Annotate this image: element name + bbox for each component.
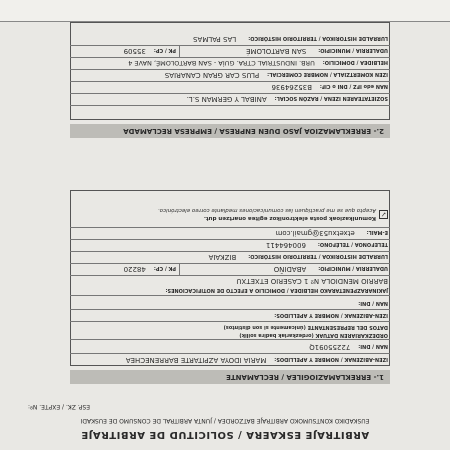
electronic-consent-label-es: Acepto que se me practiquen las comunicaciones mediante correo electrónico. <box>157 207 376 213</box>
company-cp-value: 35509 <box>123 47 146 55</box>
company-town-label: UDALERRIA / MUNICIPIO: <box>318 47 388 53</box>
section-2-header: 2.- ERREKLAMAZIOA JASO DUEN ENPRESA / EMPRESA RECLAMADA <box>70 124 390 138</box>
company-address-value: URB. INDUSTRIAL CTRA. GUÍA - SAN BARTOLOMÉ, NAVE 4 <box>128 59 315 67</box>
electronic-consent-label-eu: Komunikazioak posta elektronikoz egitea onartzen dut. <box>203 215 376 221</box>
company-cif-row <box>70 82 390 94</box>
claimant-phone-value: 600464411 <box>265 241 306 249</box>
representative-title: ORDEZKARIAREN DATUAK (ordezkariak badira soilik) <box>239 332 388 338</box>
company-trade-value: PLUS CAR GRAN CANARIAS <box>164 71 260 79</box>
section-1-header: 1.- ERREKLAMAZIOGILEA / RECLAMANTE <box>70 370 390 384</box>
representative-header-row <box>70 322 390 340</box>
representative-name-label: IZEN-ABIZENAK / NOMBRE Y APELLIDOS: <box>274 312 388 318</box>
company-cif-label: NAN edo IFZ / DNI o CIF: <box>319 83 388 89</box>
claimant-email-value: etxetxu53@gmail.com <box>275 229 355 237</box>
company-trade-label: IZEN KOMERTZIALA / NOMBRE COMERCIAL: <box>267 71 388 77</box>
company-territory-value: LAS PALMAS <box>193 35 237 43</box>
claimant-dni-value: 72255091Q <box>309 343 351 351</box>
claimant-email-label: E-MAIL: <box>366 229 388 235</box>
claimant-town-row <box>70 264 390 276</box>
notification-address-value: BARRIO MENDIOLA Nº 1 CASERIO ETXETXU <box>236 277 388 285</box>
claimant-town-value: ABADIÑO <box>273 265 307 273</box>
company-cp-label: PK / CP: <box>153 47 176 53</box>
representative-dni-row <box>70 298 390 310</box>
company-trade-row <box>70 70 390 82</box>
check-mark-icon: ✓ <box>380 210 387 218</box>
claimant-phone-row <box>70 240 390 252</box>
expedient-number-label: ESP. ZK. / EXPTE. Nº: <box>27 403 90 410</box>
claimant-name-row <box>70 354 390 366</box>
claimant-town-label: UDALERRIA / MUNICIPIO: <box>318 265 388 271</box>
representative-dni-label: NAN / DNI: <box>358 300 388 306</box>
notification-address-label: JAKINARAZPENETARAKO HELBIDEA / DOMICILIO A EFECTO DE NOTIFICACIONES: <box>165 287 388 293</box>
company-town-row <box>70 46 390 58</box>
claimant-territory-row <box>70 252 390 264</box>
claimant-email-row <box>70 228 390 240</box>
company-territory-row <box>70 34 390 46</box>
claimant-dni-label: NAN / DNI: <box>358 343 388 349</box>
form-title: ARBITRAJE ESKAERA / SOLICITUD DE ARBITRAJE <box>80 429 370 440</box>
representative-title-es: DATOS DEL REPRESENTANTE (únicamente si son distintos) <box>223 324 388 330</box>
company-address-label: HELBIDEA / DOMICILIO: <box>322 59 388 65</box>
company-name-label: SOZIETATEAREN IZENA / RAZÓN SOCIAL: <box>274 95 388 101</box>
form-subtitle: EUSKADIKO KONTSUMOKO ARBITRAJE BATZORDEA / JUNTA ARBITRAL DE CONSUMO DE EUSKADI <box>80 417 370 424</box>
claimant-dni-row <box>70 342 390 354</box>
claimant-name-label: IZEN-ABIZENAK / NOMBRE Y APELLIDOS: <box>274 356 388 362</box>
company-address-row <box>70 58 390 70</box>
company-cif-value: B35264936 <box>271 83 312 91</box>
claimant-cp-value: 48220 <box>123 265 146 273</box>
company-name-row <box>70 94 390 106</box>
notification-address-row <box>70 276 390 296</box>
company-name-value: ANIBAL Y GERMAN S.L. <box>186 95 267 103</box>
page-bottom-strip <box>0 0 450 22</box>
claimant-phone-label: TELEFONOA / TELÉFONO: <box>317 241 388 247</box>
claimant-territory-value: BIZKAIA <box>208 253 237 261</box>
claimant-name-value: MARIA IDOYA AZPITARTE BARRENECHEA <box>125 356 267 364</box>
electronic-consent-checkbox[interactable] <box>379 210 388 219</box>
claimant-territory-label: LURRALDE HISTORIKOA / TERRITORIO HISTÓRICO: <box>248 253 388 259</box>
company-town-value: SAN BARTOLOMÉ <box>246 47 307 55</box>
representative-name-row <box>70 310 390 322</box>
claimant-cp-label: PK / CP: <box>153 265 176 271</box>
company-territory-label: LURRALDE HISTORIKOA / TERRITORIO HISTÓRICO: <box>248 35 388 41</box>
